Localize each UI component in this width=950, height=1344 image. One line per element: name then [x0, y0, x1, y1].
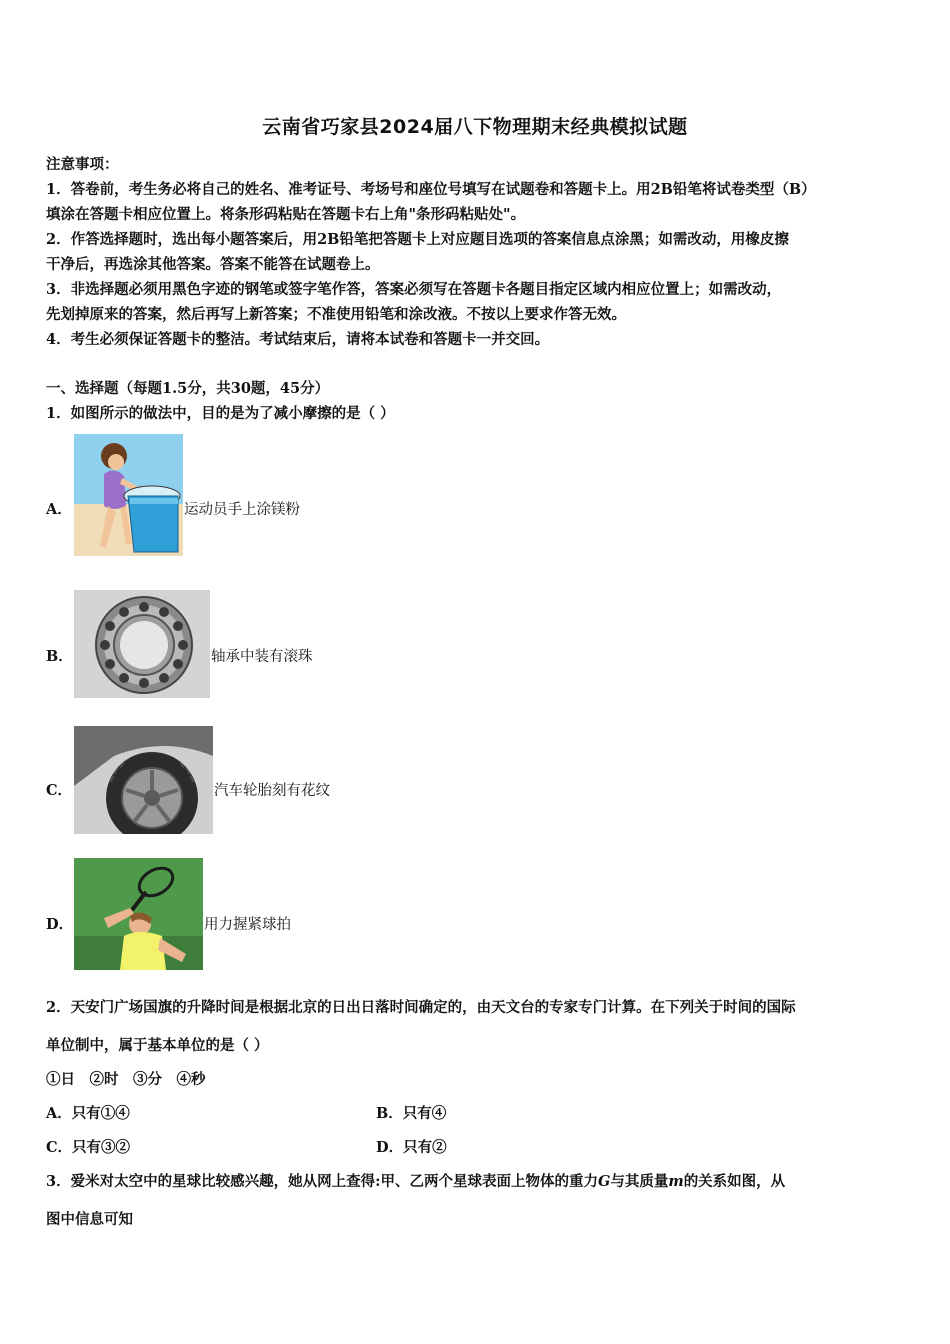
q2-option-d — [376, 1136, 447, 1157]
ball-bearing-image — [74, 590, 210, 698]
option-d-letter: D． — [46, 916, 74, 933]
q2-option-d-letter: D． — [376, 1139, 404, 1156]
option-d-text: 用力握紧球拍 — [204, 917, 291, 933]
q2-option-b-text: 只有④ — [402, 1105, 447, 1122]
option-a-text: 运动员手上涂镁粉 — [184, 502, 300, 518]
option-c-text: 汽车轮胎刻有花纹 — [214, 783, 330, 799]
option-b-text: 轴承中装有滚珠 — [211, 649, 313, 665]
notice-heading: 注意事项： — [46, 156, 119, 173]
question-3-stem — [46, 1170, 785, 1191]
q2-option-c — [46, 1136, 130, 1157]
question-1-stem: 1．如图所示的做法中，目的是为了减小摩擦的是（ ） — [46, 405, 395, 422]
question-3-stem: 图中信息可知 — [46, 1211, 133, 1228]
gymnast-chalk-image — [74, 434, 183, 556]
q2-option-c-letter: C． — [46, 1139, 73, 1156]
question-3-text: 的关系如图，从 — [683, 1173, 786, 1190]
notice-line: 先划掉原来的答案，然后再写上新答案；不准使用铅笔和涂改液。不按以上要求作答无效。 — [46, 306, 626, 323]
notice-line: 填涂在答题卡相应位置上。将条形码粘贴在答题卡右上角"条形码粘贴处"。 — [46, 206, 526, 223]
question-2-stem: 单位制中，属于基本单位的是（ ） — [46, 1037, 269, 1054]
variable-m: m — [668, 1173, 684, 1190]
notice-line: 4．考生必须保证答题卡的整洁。考试结束后，请将本试卷和答题卡一并交回。 — [46, 331, 550, 348]
option-b-letter: B． — [46, 648, 73, 665]
q2-option-b-letter: B． — [376, 1105, 403, 1122]
section-heading: 一、选择题（每题1.5分，共30题，45分） — [46, 380, 330, 397]
notice-line: 1．答卷前，考生务必将自己的姓名、准考证号、考场号和座位号填写在试题卷和答题卡上。用2B铅笔将试卷类型（B） — [46, 181, 816, 198]
notice-line: 干净后，再选涂其他答案。答案不能答在试题卷上。 — [46, 256, 380, 273]
option-c-letter: C． — [46, 782, 73, 799]
car-tire-image — [74, 726, 213, 834]
option-a-letter: A． — [46, 501, 72, 518]
q2-option-a-text: 只有①④ — [71, 1105, 130, 1122]
tennis-player-image — [74, 858, 203, 970]
q2-option-a-letter: A． — [46, 1105, 72, 1122]
q2-option-c-text: 只有③② — [72, 1139, 131, 1156]
notice-line: 2．作答选择题时，选出每小题答案后，用2B铅笔把答题卡上对应题目选项的答案信息点涂黑；如需改动，用橡皮擦 — [46, 231, 789, 248]
q2-option-d-text: 只有② — [403, 1139, 447, 1156]
question-2-stem: 2．天安门广场国旗的升降时间是根据北京的日出日落时间确定的，由天文台的专家专门计算。在下列关于时间的国际 — [46, 999, 796, 1016]
page-title: 云南省巧家县2024届八下物理期末经典模拟试题 — [262, 116, 688, 138]
question-3-text: 3．爱米对太空中的星球比较感兴趣，她从网上查得:甲、乙两个星球表面上物体的重力 — [46, 1173, 598, 1190]
notice-line: 3．非选择题必须用黑色字迹的钢笔或签字笔作答，答案必须写在答题卡各题目指定区域内相应位置上；如需改动， — [46, 281, 782, 298]
question-3-text: 与其质量 — [610, 1173, 669, 1190]
question-2-items: ①日 ②时 ③分 ④秒 — [46, 1071, 206, 1088]
variable-g: G — [597, 1173, 611, 1190]
q2-option-a — [46, 1102, 130, 1123]
q2-option-b — [376, 1102, 446, 1123]
